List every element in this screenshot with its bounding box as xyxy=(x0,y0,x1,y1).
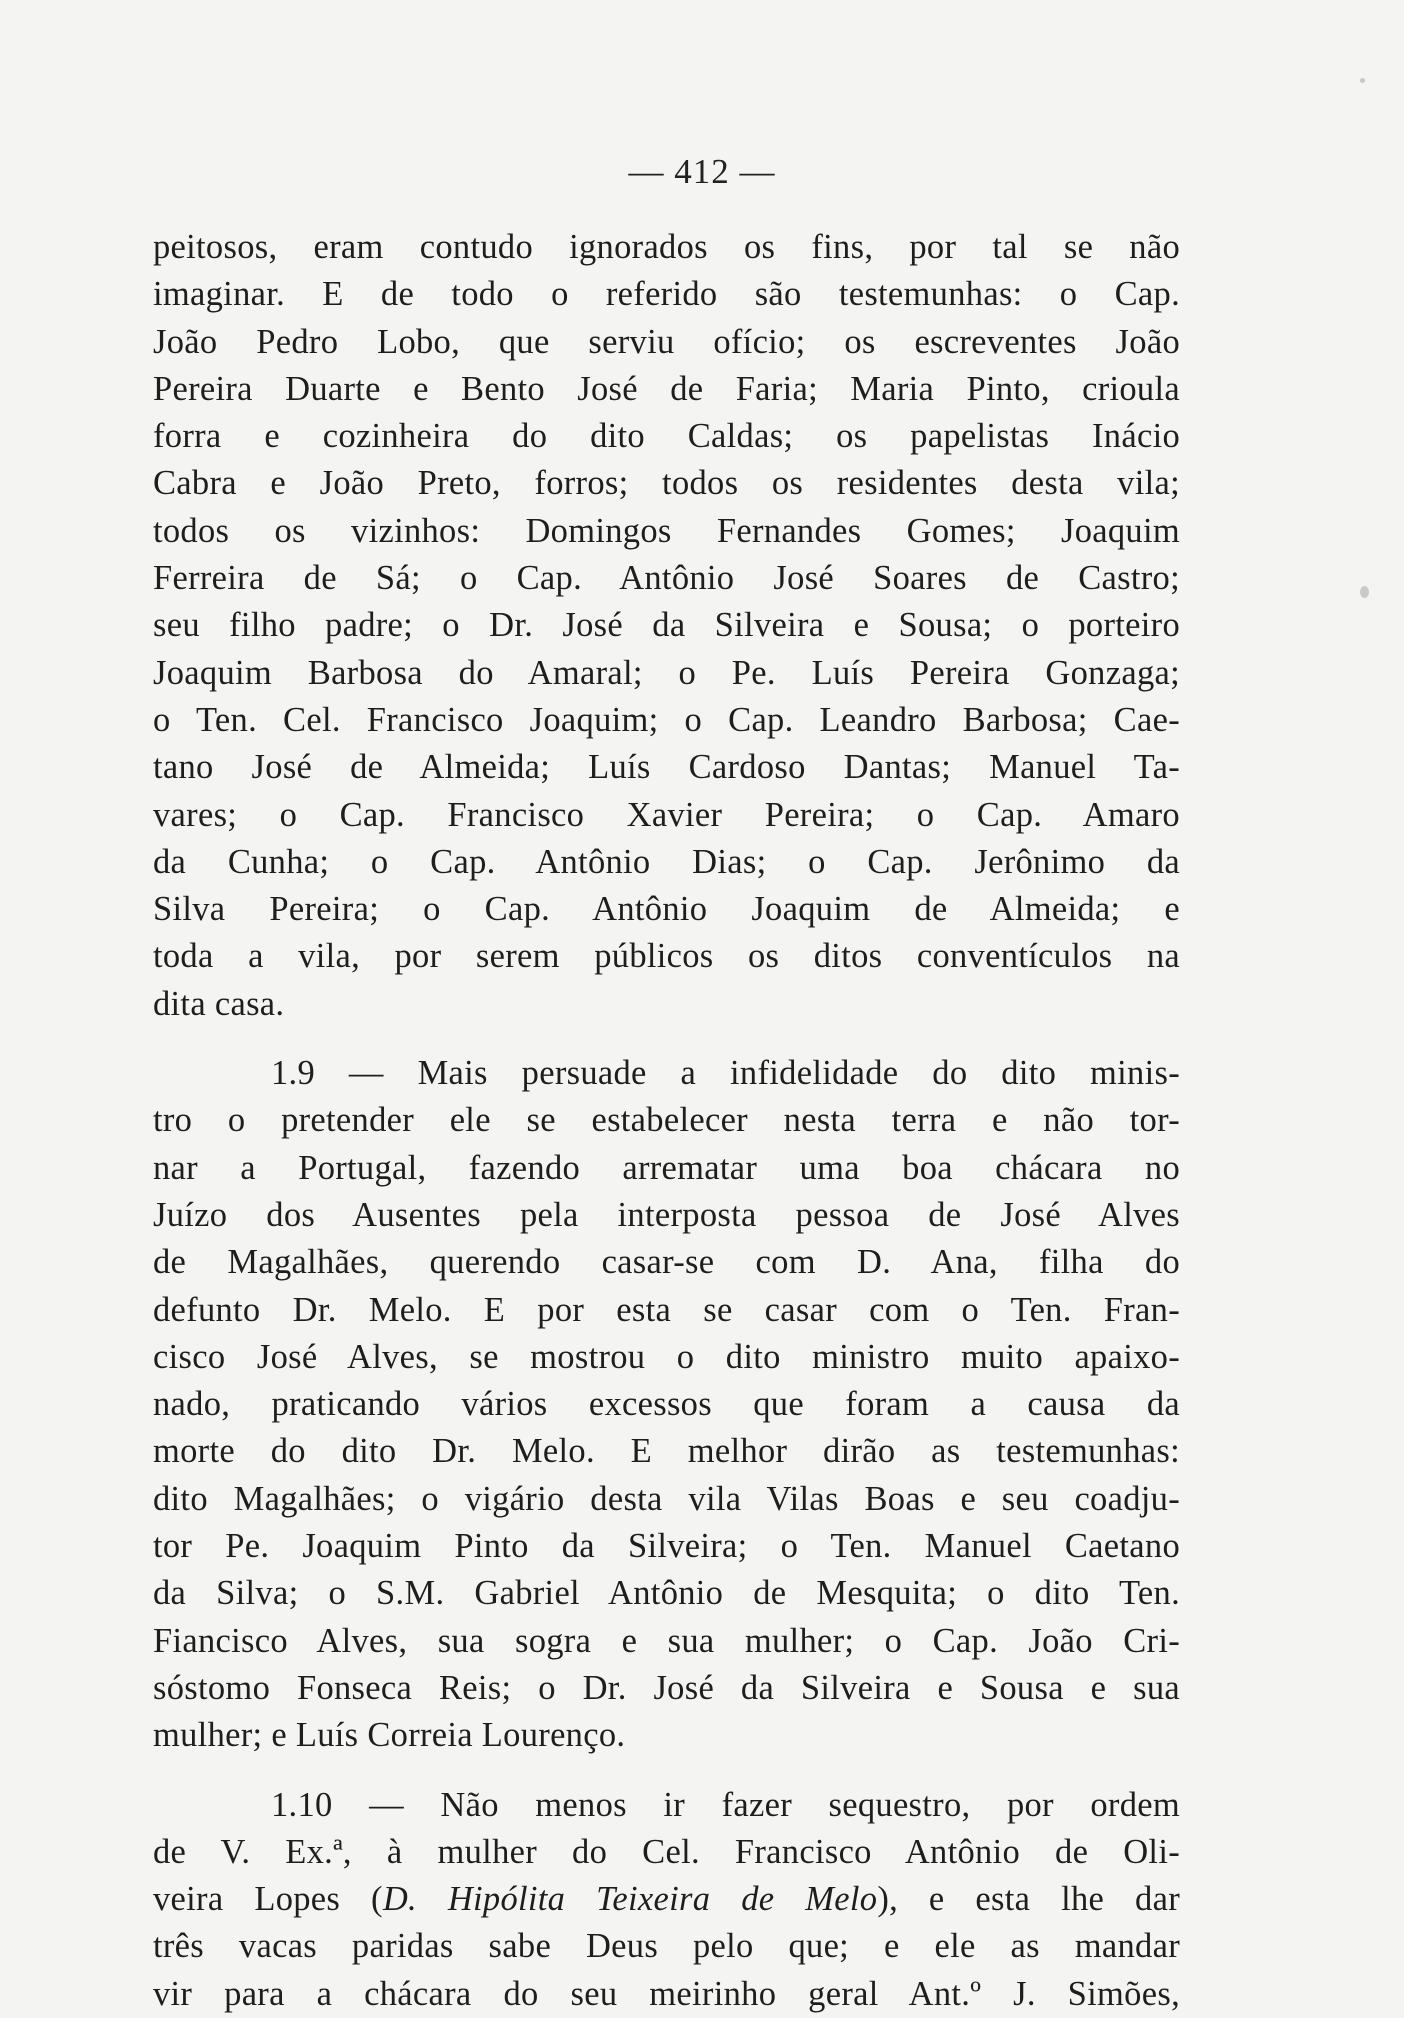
text-fragment: ), e esta lhe dar xyxy=(877,1880,1180,1919)
text-line: Ferreira de Sá; o Cap. Antônio José Soares de Castro; xyxy=(153,559,1180,598)
text-line: da Cunha; o Cap. Antônio Dias; o Cap. Jerônimo da xyxy=(153,842,1180,881)
text-line: seu filho padre; o Dr. José da Silveira e Sousa; o porteiro xyxy=(153,606,1180,645)
text-line: Silva Pereira; o Cap. Antônio Joaquim de Almeida; e xyxy=(153,890,1180,929)
text-line: mulher; e Luís Correia Lourenço. xyxy=(153,1716,626,1755)
text-line: tano José de Almeida; Luís Cardoso Dantas; Manuel Ta- xyxy=(153,748,1180,787)
paragraph xyxy=(153,224,1180,1028)
text-line: defunto Dr. Melo. E por esta se casar com o Ten. Fran- xyxy=(153,1290,1180,1329)
text-line: três vacas paridas sabe Deus pelo que; e ele as mandar xyxy=(153,1927,1180,1966)
text-line: toda a vila, por serem públicos os ditos conventículos na xyxy=(153,937,1180,976)
text-line: João Pedro Lobo, que serviu ofício; os escreventes João xyxy=(153,322,1180,361)
text-line: da Silva; o S.M. Gabriel Antônio de Mesquita; o dito Ten. xyxy=(153,1574,1180,1613)
paragraph-gap xyxy=(153,1028,1180,1050)
page-number: — 412 — xyxy=(628,152,776,191)
text-line: Joaquim Barbosa do Amaral; o Pe. Luís Pereira Gonzaga; xyxy=(153,653,1180,692)
text-line: peitosos, eram contudo ignorados os fins, por tal se não xyxy=(153,228,1180,266)
text-line: nado, praticando vários excessos que foram a causa da xyxy=(153,1385,1180,1424)
text-line: tro o pretender ele se estabelecer nesta terra e não tor- xyxy=(153,1101,1180,1140)
paper-speck xyxy=(1360,586,1369,598)
text-line: o Ten. Cel. Francisco Joaquim; o Cap. Leandro Barbosa; Cae- xyxy=(153,700,1180,739)
text-line: todos os vizinhos: Domingos Fernandes Gomes; Joaquim xyxy=(153,511,1180,550)
text-line: forra e cozinheira do dito Caldas; os papelistas Inácio xyxy=(153,417,1180,456)
text-line: morte do dito Dr. Melo. E melhor dirão as testemunhas: xyxy=(153,1432,1180,1471)
text-line: imaginar. E de todo o referido são testemunhas: o Cap. xyxy=(153,275,1180,314)
text-line: sóstomo Fonseca Reis; o Dr. José da Silveira e Sousa e sua xyxy=(153,1668,1180,1707)
text-line: nar a Portugal, fazendo arrematar uma boa chácara no xyxy=(153,1148,1180,1187)
text-line: 1.9 — Mais persuade a infidelidade do dito minis- xyxy=(271,1054,1180,1093)
text-line: Fiancisco Alves, sua sogra e sua mulher; o Cap. João Cri- xyxy=(153,1621,1180,1660)
text-line: dita casa. xyxy=(153,984,285,1023)
text-line: de V. Ex.ª, à mulher do Cel. Francisco Antônio de Oli- xyxy=(153,1832,1180,1871)
text-line-with-italic xyxy=(153,1876,1180,1923)
body-text xyxy=(153,224,1180,2018)
paragraph-1-10 xyxy=(153,1782,1180,2018)
text-line: dito Magalhães; o vigário desta vila Vilas Boas e seu coadju- xyxy=(153,1479,1180,1518)
paper-speck xyxy=(1360,78,1365,83)
text-line: de Magalhães, querendo casar-se com D. Ana, filha do xyxy=(153,1243,1180,1282)
italic-name: D. Hipólita Teixeira de Melo xyxy=(382,1880,878,1919)
text-line: cisco José Alves, se mostrou o dito ministro muito apaixo- xyxy=(153,1337,1180,1376)
text-line: vir para a chácara do seu meirinho geral Ant.º J. Simões, xyxy=(153,1974,1180,2013)
paragraph-gap xyxy=(153,1760,1180,1782)
text-line: Juízo dos Ausentes pela interposta pessoa de José Alves xyxy=(153,1195,1180,1234)
paragraph-1-9 xyxy=(153,1050,1180,1759)
text-line: Cabra e João Preto, forros; todos os residentes desta vila; xyxy=(153,464,1180,503)
text-line: 1.10 — Não menos ir fazer sequestro, por ordem xyxy=(271,1785,1180,1824)
text-fragment: veira Lopes ( xyxy=(153,1880,383,1919)
text-line: Pereira Duarte e Bento José de Faria; Maria Pinto, crioula xyxy=(153,369,1180,408)
text-line: tor Pe. Joaquim Pinto da Silveira; o Ten. Manuel Caetano xyxy=(153,1527,1180,1566)
text-line: vares; o Cap. Francisco Xavier Pereira; o Cap. Amaro xyxy=(153,795,1180,834)
